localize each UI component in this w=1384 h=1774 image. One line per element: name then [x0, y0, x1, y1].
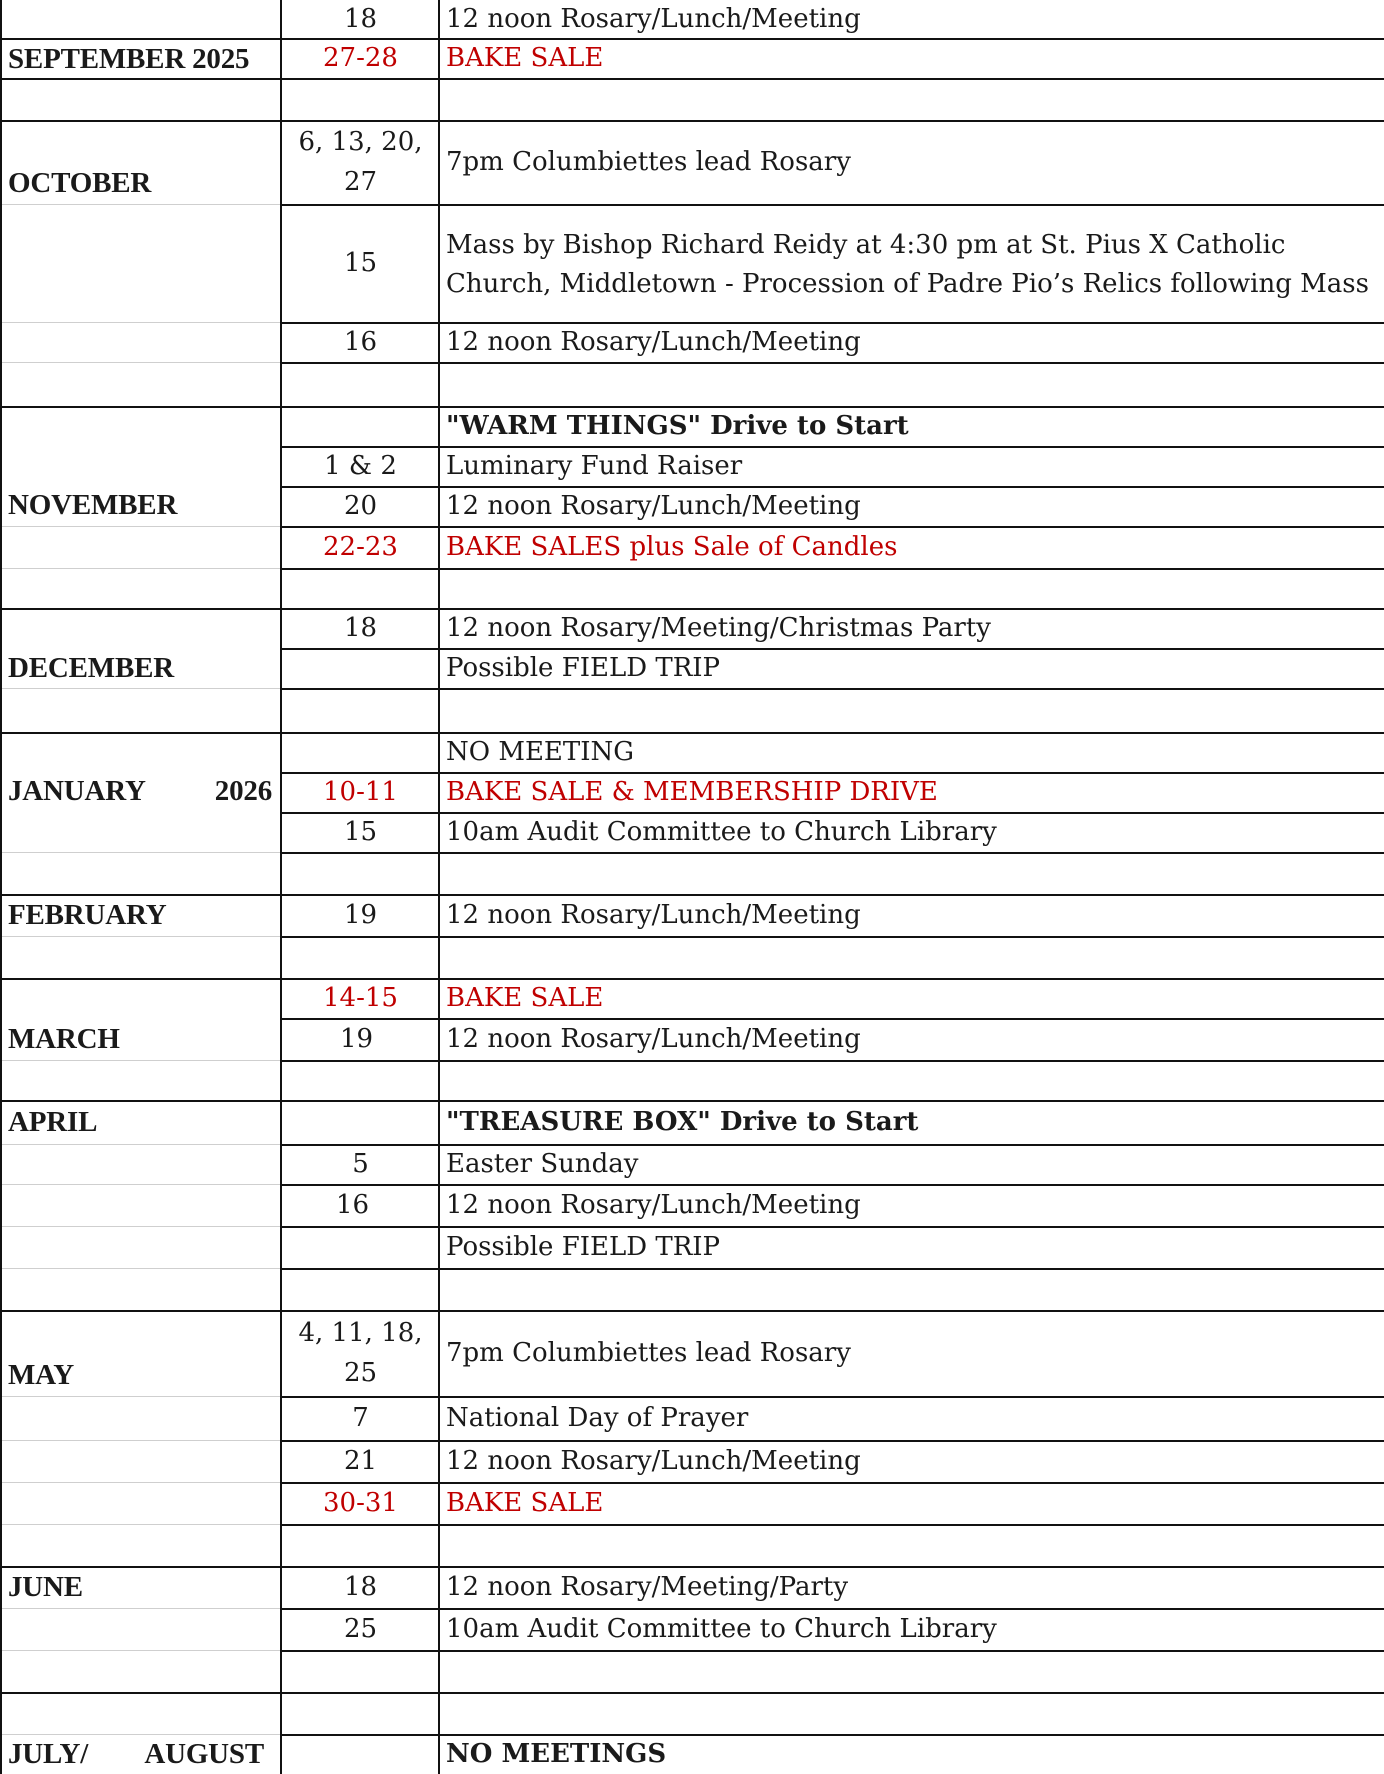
month-label-march: MARCH [8, 1022, 120, 1055]
date-cell: 7 [352, 1403, 369, 1433]
date-cell: 18 [343, 4, 378, 34]
month-label-december: DECEMBER [8, 651, 174, 684]
event-cell: BAKE SALE [446, 1488, 604, 1518]
month-label-february: FEBRUARY [8, 898, 167, 931]
date-cell: 25 [343, 1614, 378, 1644]
month-name: JULY/ [8, 1737, 89, 1770]
event-cell: National Day of Prayer [446, 1403, 749, 1433]
event-cell: Possible FIELD TRIP [446, 1232, 721, 1262]
event-cell: "TREASURE BOX" Drive to Start [446, 1107, 919, 1137]
month-year: 2026 [214, 774, 272, 807]
event-cell: Mass by Bishop Richard Reidy at 4:30 pm at St. Pius X Catholic Church, Middletown - Procession of Padre Pio’s Relics following Mass [446, 230, 1369, 299]
date-cell: 4, 11, 18, 25 [298, 1318, 423, 1388]
month-label-october: OCTOBER [8, 166, 152, 199]
row-rule [281, 1524, 1384, 1526]
month-label-july-august [8, 1734, 272, 1774]
date-cell: 21 [343, 1446, 378, 1476]
month-gridline [0, 1184, 282, 1185]
event-cell: BAKE SALE [446, 983, 604, 1013]
row-rule [281, 568, 1384, 570]
event-cell: Luminary Fund Raiser [446, 451, 743, 481]
month-label-january [8, 770, 280, 812]
month-label-may: MAY [8, 1358, 74, 1391]
event-cell: 10am Audit Committee to Church Library [446, 817, 997, 847]
month-gridline [0, 1226, 282, 1227]
row-rule [281, 362, 1384, 364]
event-cell: 12 noon Rosary/Lunch/Meeting [446, 900, 861, 930]
event-cell: 12 noon Rosary/Meeting/Christmas Party [446, 613, 991, 643]
event-cell: 12 noon Rosary/Meeting/Party [446, 1572, 849, 1602]
month-gridline [0, 1396, 282, 1397]
date-cell: 15 [343, 248, 378, 278]
row-rule [281, 1060, 1384, 1062]
month-gridline [0, 1482, 282, 1483]
date-cell: 1 & 2 [324, 451, 397, 481]
event-cell: 12 noon Rosary/Lunch/Meeting [446, 1190, 861, 1220]
event-cell: 7pm Columbiettes lead Rosary [446, 147, 851, 177]
month-gridline [0, 1440, 282, 1441]
month-gridline [0, 688, 282, 689]
date-cell: 16 [335, 1190, 370, 1220]
event-cell: 7pm Columbiettes lead Rosary [446, 1338, 851, 1368]
month-name-second: AUGUST [144, 1737, 264, 1770]
date-cell: 18 [343, 613, 378, 643]
date-cell: 16 [343, 327, 378, 357]
column-rule [280, 0, 282, 1774]
row-rule [281, 852, 1384, 854]
month-gridline [0, 362, 282, 363]
month-label-june: JUNE [8, 1570, 83, 1603]
event-cell: Possible FIELD TRIP [446, 653, 721, 683]
event-cell: Easter Sunday [446, 1149, 639, 1179]
month-label-april: APRIL [8, 1105, 98, 1138]
row-rule [281, 1268, 1384, 1270]
event-cell: 10am Audit Committee to Church Library [446, 1614, 997, 1644]
date-cell: 15 [343, 817, 378, 847]
month-gridline [0, 852, 282, 853]
event-cell: NO MEETINGS [446, 1739, 667, 1769]
date-cell: 10-11 [323, 777, 398, 807]
month-gridline [0, 568, 282, 569]
row-rule [281, 1650, 1384, 1652]
date-cell: 14-15 [323, 983, 398, 1013]
month-gridline [0, 1268, 282, 1269]
month-gridline [0, 1060, 282, 1061]
date-cell: 19 [339, 1024, 374, 1054]
month-label-november: NOVEMBER [8, 488, 178, 521]
event-cell: 12 noon Rosary/Lunch/Meeting [446, 327, 861, 357]
row-rule [0, 1692, 1384, 1694]
month-gridline [0, 1650, 282, 1651]
month-gridline [0, 1524, 282, 1525]
event-cell: BAKE SALE [446, 43, 604, 73]
date-cell: 20 [343, 491, 378, 521]
month-gridline [0, 322, 282, 323]
row-rule [281, 936, 1384, 938]
date-cell: 5 [352, 1149, 369, 1179]
event-cell: "WARM THINGS" Drive to Start [446, 411, 909, 441]
event-cell: 12 noon Rosary/Lunch/Meeting [446, 491, 861, 521]
date-cell: 18 [343, 1572, 378, 1602]
event-cell: NO MEETING [446, 737, 635, 767]
date-cell: 19 [343, 900, 378, 930]
date-cell: 6, 13, 20, 27 [298, 127, 423, 197]
event-cell: BAKE SALES plus Sale of Candles [446, 532, 898, 562]
event-cell: 12 noon Rosary/Lunch/Meeting [446, 4, 861, 34]
date-cell: 30-31 [323, 1488, 398, 1518]
month-gridline [0, 204, 282, 205]
event-cell: 12 noon Rosary/Lunch/Meeting [446, 1446, 861, 1476]
event-cell: 12 noon Rosary/Lunch/Meeting [446, 1024, 861, 1054]
column-rule [0, 0, 2, 1774]
column-rule [438, 0, 440, 1774]
month-label-september: SEPTEMBER 2025 [8, 42, 250, 75]
month-gridline [0, 1608, 282, 1609]
month-gridline [0, 526, 282, 527]
row-rule [281, 688, 1384, 690]
date-cell: 22-23 [323, 532, 398, 562]
month-gridline [0, 1144, 282, 1145]
month-name: JANUARY [8, 774, 146, 807]
event-cell: BAKE SALE & MEMBERSHIP DRIVE [446, 777, 938, 807]
month-gridline [0, 936, 282, 937]
date-cell: 27-28 [323, 43, 398, 73]
